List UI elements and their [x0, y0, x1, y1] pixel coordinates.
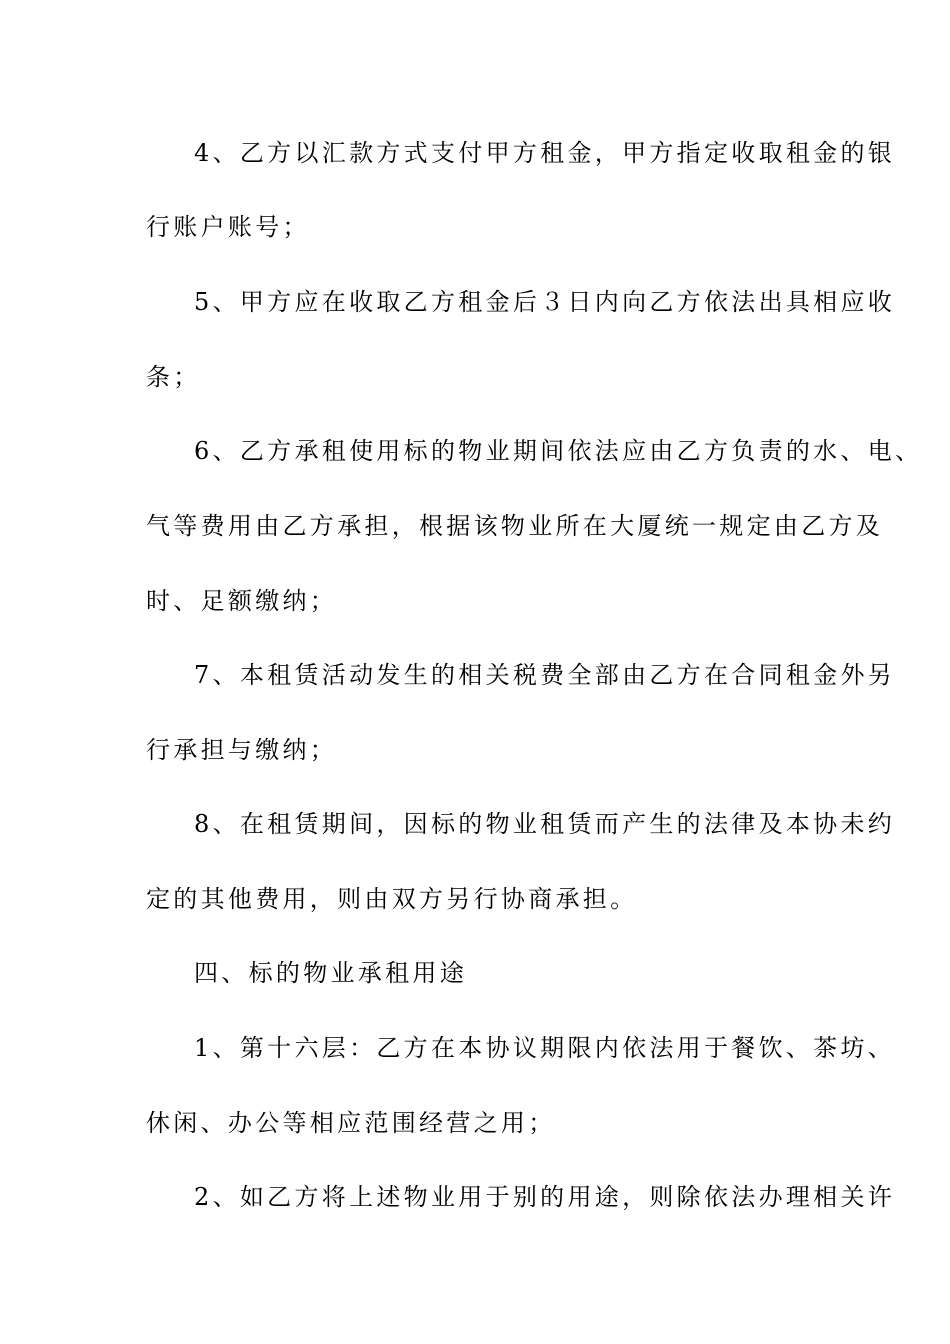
clause-8-line-2: 定的其他费用，则由双方另行协商承担。: [146, 885, 638, 913]
clause-8-line-1: 8、在租赁期间，因标的物业租赁而产生的法律及本协未约: [194, 810, 896, 838]
clause-7-line-2: 行承担与缴纳；: [146, 736, 338, 764]
clause-7-line-1: 7、本租赁活动发生的相关税费全部由乙方在合同租金外另: [194, 661, 896, 689]
usage-clause-2-line-1: 2、如乙方将上述物业用于别的用途，则除依法办理相关许: [194, 1183, 896, 1211]
clause-4-line-2: 行账户账号；: [146, 213, 310, 241]
usage-clause-1-line-1: 1、第十六层：乙方在本协议期限内依法用于餐饮、茶坊、: [194, 1034, 896, 1062]
clause-6-line-2: 气等费用由乙方承担，根据该物业所在大厦统一规定由乙方及: [146, 512, 884, 540]
clause-6-line-3: 时、足额缴纳；: [146, 587, 338, 615]
clause-4-line-1: 4、乙方以汇款方式支付甲方租金，甲方指定收取租金的银: [194, 139, 896, 167]
usage-clause-1-line-2: 休闲、办公等相应范围经营之用；: [146, 1109, 556, 1137]
clause-5-line-1: 5、甲方应在收取乙方租金后３日内向乙方依法出具相应收: [194, 288, 896, 316]
section-heading-4: 四、标的物业承租用途: [194, 959, 467, 987]
clause-6-line-1: 6、乙方承租使用标的物业期间依法应由乙方负责的水、电、: [194, 437, 923, 465]
clause-5-line-2: 条；: [146, 363, 201, 391]
